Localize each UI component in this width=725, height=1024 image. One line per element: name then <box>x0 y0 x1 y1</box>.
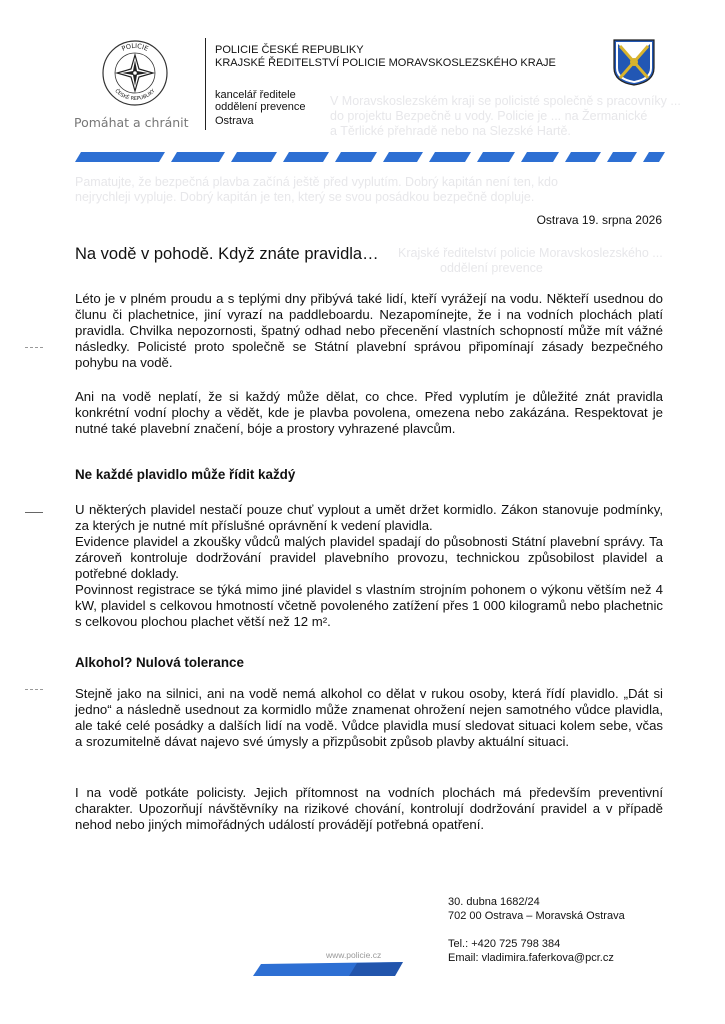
header-divider <box>205 38 206 130</box>
bleed-through-text: V Moravskoslezském kraji se policisté společně s pracovníky ... <box>330 94 681 108</box>
section-heading: Alkohol? Nulová tolerance <box>75 655 244 670</box>
paragraph-alcohol <box>75 686 663 750</box>
paragraph-text: I na vodě potkáte policisty. Jejich přítomnost na vodních plochách má především preventivní charakter. Upozorňují návštěvníky na rizikové chování, kontrolují dodržování pravidel a v případě nehod nebo jiných mimořádných událostí provádějí potřebná opatření. <box>75 785 663 832</box>
website-link: www.policie.cz <box>326 950 382 960</box>
margin-mark <box>25 512 43 513</box>
org-name: POLICIE ČESKÉ REPUBLIKY <box>215 44 364 56</box>
paragraph-police <box>75 785 663 833</box>
email-address: Email: vladimira.faferkova@pcr.cz <box>448 952 614 964</box>
margin-mark <box>25 689 43 690</box>
paragraph-text: Stejně jako na silnici, ani na vodě nemá alkohol co dělat v rukou osoby, která řídí plavidlo. „Dát si jedno“ a následně usednout za kormidlo může znamenat ohrožení nejen samotného vůdce plavidla, ale také celé posádky a dalších lidí na vodě. Vůdce plavidla musí sledovat situaci kolem sebe, včas a srozumitelně dávat najevo své úmysly a přizpůsobit způsob plavby aktuální situaci. <box>75 686 663 749</box>
logo-text-top: POLICIE <box>120 41 150 53</box>
logo-text-bottom: ČESKÉ REPUBLIKY <box>113 88 157 103</box>
phone-number: Tel.: +420 725 798 384 <box>448 938 561 950</box>
paragraph-licensing <box>75 502 663 630</box>
org-subname: KRAJSKÉ ŘEDITELSTVÍ POLICIE MORAVSKOSLEZSKÉHO KRAJE <box>215 57 556 69</box>
paragraph-text: Léto je v plném proudu a s teplými dny přibývá také lidí, kteří vyrážejí na vodu. Někteří usednou do člunu či plachetnice, jiní vyrazí na paddleboardu. Nezapomínejte, že i na vodních plochách platí pravidla. Chvilka nepozornosti, špatný odhad nebo přecenění vlastních schopností může mít vážné následky. Policisté proto společně se Státní plavební správou připomínají zásady bezpečného pohybu na vodě. <box>75 291 663 370</box>
paragraph-intro <box>75 291 663 371</box>
motto: Pomáhat a chránit <box>74 115 189 130</box>
paragraph-text: Evidence plavidel a zkoušky vůdců malých plavidel spadají do působnosti Státní plavební správy. Ta zároveň kontroluje dodržování pravidel plavebního provozu, technickou způsobilost plavidel a potřebné doklady. <box>75 534 663 581</box>
address-line-1: 30. dubna 1682/24 <box>448 896 540 908</box>
unit-line-1: kancelář ředitele <box>215 89 296 101</box>
unit-line-3: Ostrava <box>215 115 254 127</box>
bleed-through-text: Pamatujte, že bezpečná plavba začíná ještě před vyplutím. Dobrý kapitán není ten, kdo <box>75 175 558 189</box>
unit-line-2: oddělení prevence <box>215 101 306 113</box>
paragraph-text: U některých plavidel nestačí pouze chuť vyplout a umět držet kormidlo. Zákon stanovuje podmínky, za kterých je nutné mít příslušné oprávnění k vedení plavidla. <box>75 502 663 533</box>
header-stripe <box>75 149 665 159</box>
bleed-through-text: do projektu Bezpečně u vody. Policie je ... na Žermanické <box>330 109 648 123</box>
police-star-logo <box>100 38 170 108</box>
paragraph-text: Ani na vodě neplatí, že si každý může dělat, co chce. Před vyplutím je důležité znát pravidla konkrétní vodní plochy a vědět, kde je plavba povolena, omezena nebo zakázána. Respektovat je nutné také plavební značení, bóje a prostory vyhrazené plavcům. <box>75 389 663 436</box>
paragraph-rules <box>75 389 663 437</box>
bleed-through-text: oddělení prevence <box>440 261 543 275</box>
document-title: Na vodě v pohodě. Když znáte pravidla… <box>75 245 379 263</box>
regional-emblem-icon <box>612 38 656 86</box>
paragraph-text: Povinnost registrace se týká mimo jiné plavidel s vlastním strojním pohonem o výkonu větším než 4 kW, plavidel s celkovou hmotností včetně povoleného zatížení přes 1 000 kilogramů nebo plachetnic s celkovou plochou plachet větší než 12 m². <box>75 582 663 629</box>
bleed-through-text: Krajské ředitelství policie Moravskoslezského ... <box>398 246 663 260</box>
bleed-through-text: nejrychleji vypluje. Dobrý kapitán je ten, který se svou posádkou bezpečně dopluje. <box>75 190 535 204</box>
document-date: Ostrava 19. srpna 2026 <box>536 213 662 227</box>
bleed-through-text: a Těrlické přehradě nebo na Slezské Hartě. <box>330 124 571 138</box>
footer-stripe <box>253 962 405 976</box>
address-line-2: 702 00 Ostrava – Moravská Ostrava <box>448 910 625 922</box>
margin-mark <box>25 347 43 348</box>
svg-text:POLICIE <box>120 42 149 53</box>
section-heading: Ne každé plavidlo může řídit každý <box>75 467 296 482</box>
